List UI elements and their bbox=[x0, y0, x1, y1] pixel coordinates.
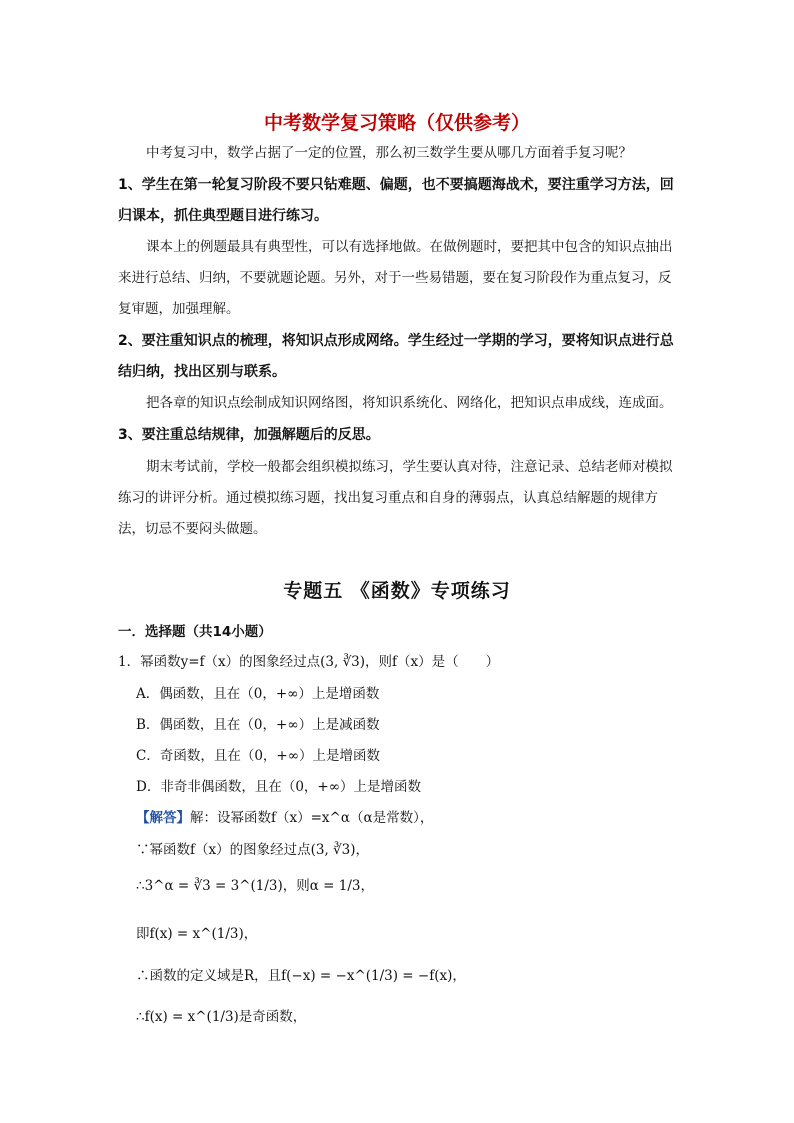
strategy-2-body: 把各章的知识点绘制成知识网络图，将知识系统化、网络化，把知识点串成线，连成面。 bbox=[146, 395, 673, 411]
section-heading: 一．选择题（共14小题） bbox=[118, 624, 272, 640]
page-title: 中考数学复习策略（仅供参考） bbox=[263, 112, 530, 134]
option-b: B．偶函数，且在（0，+∞）上是减函数 bbox=[136, 717, 380, 733]
strategy-3-body: 期末考试前，学校一般都会组织模拟练习，学生要认真对待，注意记录、总结老师对模拟练习的讲评分析。通过模拟练习题，找出复习重点和自身的薄弱点，认真总结解题的规律方法，切忌不要闷头做题。 bbox=[118, 459, 673, 537]
solution-line-5: ∴函数的定义域是R，且f(−x) = −x^(1/3) = −f(x)， bbox=[136, 968, 466, 984]
solution-line-6: ∴f(x) = x^(1/3)是奇函数， bbox=[136, 1009, 307, 1025]
solution-line-2: ∵幂函数f（x）的图象经过点(3, ∛3)， bbox=[136, 842, 370, 858]
strategy-1-body: 课本上的例题最具有典型性，可以有选择地做。在做例题时，要把其中包含的知识点抽出来进行总结、归纳，不要就题论题。另外，对于一些易错题，要在复习阶段作为重点复习，反复审题，加强理解。 bbox=[118, 239, 673, 317]
option-c: C．奇函数，且在（0，+∞）上是增函数 bbox=[136, 748, 380, 764]
solution-text-1: 解：设幂函数f（x）=x^α（α是常数）， bbox=[190, 810, 434, 826]
intro-paragraph: 中考复习中，数学占据了一定的位置，那么初三数学生要从哪几方面着手复习呢？ bbox=[146, 145, 632, 161]
strategy-2-heading: 2、要注重知识点的梳理，将知识点形成网络。学生经过一学期的学习，要将知识点进行总结归纳，找出区别与联系。 bbox=[118, 333, 674, 380]
question-1: 1．幂函数y=f（x）的图象经过点(3, ∛3)，则f（x）是（ ） bbox=[118, 654, 500, 670]
strategy-1-heading: 1、学生在第一轮复习阶段不要只钻难题、偏题，也不要搞题海战术，要注重学习方法，回归课本，抓住典型题目进行练习。 bbox=[118, 177, 674, 224]
solution-line-3: ∴3^α = ∛3 = 3^(1/3)，则α = 1/3， bbox=[136, 878, 374, 894]
topic-title: 专题五 《函数》专项练习 bbox=[283, 580, 511, 602]
option-d: D．非奇非偶函数，且在（0，+∞）上是增函数 bbox=[136, 779, 421, 795]
answer-tag: 【解答】 bbox=[136, 810, 190, 826]
solution-line-4: 即f(x) = x^(1/3)， bbox=[136, 926, 258, 942]
solution-line-1 bbox=[136, 806, 433, 826]
option-a: A．偶函数，且在（0，+∞）上是增函数 bbox=[136, 686, 380, 702]
strategy-3-heading: 3、要注重总结规律，加强解题后的反思。 bbox=[118, 427, 380, 443]
